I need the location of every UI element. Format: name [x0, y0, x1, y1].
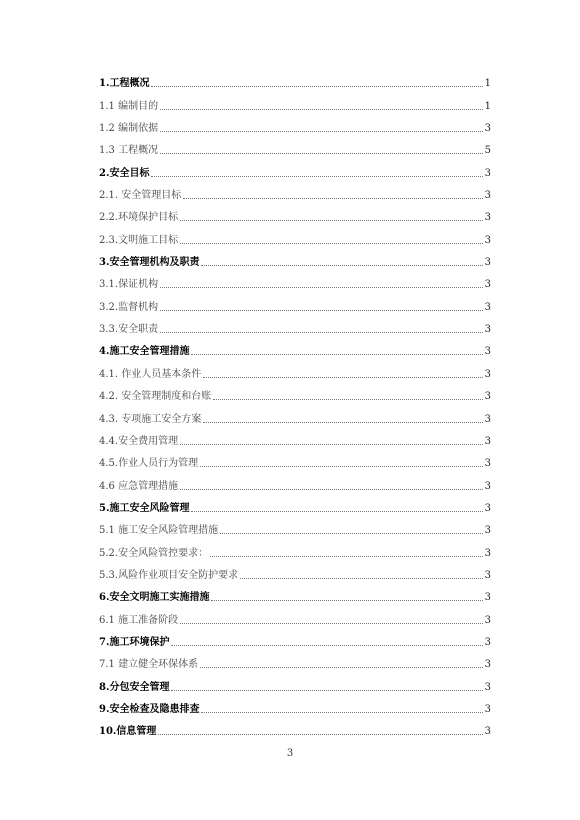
dot-leader — [180, 488, 483, 490]
toc-entry[interactable] — [99, 247, 491, 269]
toc-entry-title: 1.工程概况 — [99, 78, 150, 90]
toc-entry[interactable] — [99, 135, 491, 157]
toc-entry-title: 7.施工环境保护 — [99, 636, 170, 648]
toc-entry-title: 3.安全管理机构及职责 — [99, 257, 200, 269]
dot-leader — [220, 532, 483, 534]
dot-leader — [160, 108, 483, 110]
toc-entry-title: 2.1. 安全管理目标 — [99, 190, 182, 202]
dot-leader — [151, 175, 482, 177]
dot-leader — [160, 309, 483, 311]
dot-leader — [203, 376, 482, 378]
dot-leader — [180, 242, 483, 244]
toc-entry[interactable] — [99, 582, 491, 604]
toc-entry[interactable] — [99, 113, 491, 135]
toc-entry[interactable] — [99, 470, 491, 492]
toc-entry-page: 5 — [484, 145, 491, 157]
toc-entry-title: 6.安全文明施工实施措施 — [99, 592, 210, 604]
toc-entry-title: 7.1 建立健全环保体系 — [99, 659, 199, 671]
toc-entry[interactable] — [99, 336, 491, 358]
dot-leader — [200, 666, 483, 668]
toc-entry-title: 5.2.安全风险管控要求： — [99, 547, 209, 559]
toc-entry-title: 3.2.监督机构 — [99, 301, 159, 313]
toc-entry-page: 3 — [484, 480, 491, 492]
toc-entry-page: 3 — [484, 368, 491, 380]
toc-entry-title: 5.施工安全风险管理 — [99, 502, 190, 514]
toc-entry[interactable] — [99, 291, 491, 313]
toc-entry-title: 2.安全目标 — [99, 167, 150, 179]
toc-entry[interactable] — [99, 403, 491, 425]
toc-entry-page: 3 — [484, 614, 491, 626]
toc-entry-page: 3 — [484, 324, 491, 336]
dot-leader — [203, 421, 482, 423]
dot-leader — [160, 331, 483, 333]
dot-leader — [191, 353, 482, 355]
toc-entry-page: 3 — [484, 413, 491, 425]
toc-entry-page: 3 — [484, 525, 491, 537]
toc-entry[interactable] — [99, 560, 491, 582]
toc-entry-page: 3 — [484, 234, 491, 246]
toc-entry-page: 3 — [484, 569, 491, 581]
toc-entry-title: 4.3. 专项施工安全方案 — [99, 413, 202, 425]
dot-leader — [151, 85, 482, 87]
toc-entry[interactable] — [99, 694, 491, 716]
dot-leader — [213, 398, 482, 400]
toc-entry-page: 3 — [484, 190, 491, 202]
toc-entry-title: 6.1 施工准备阶段 — [99, 614, 179, 626]
toc-entry-title: 4.2. 安全管理制度和台账 — [99, 391, 212, 403]
toc-entry-page: 3 — [484, 547, 491, 559]
dot-leader — [191, 510, 482, 512]
dot-leader — [158, 733, 482, 735]
dot-leader — [160, 152, 483, 154]
toc-entry[interactable] — [99, 716, 491, 738]
toc-entry-page: 3 — [484, 681, 491, 693]
toc-entry-title: 1.1 编制目的 — [99, 100, 159, 112]
toc-entry-page: 3 — [484, 703, 491, 715]
dot-leader — [200, 465, 483, 467]
toc-entry-title: 8.分包安全管理 — [99, 681, 170, 693]
toc-entry-page: 3 — [484, 435, 491, 447]
dot-leader — [180, 443, 483, 445]
toc-entry-page: 3 — [484, 502, 491, 514]
toc-entry-page: 3 — [484, 592, 491, 604]
toc-entry-title: 1.2 编制依据 — [99, 123, 159, 135]
toc-entry-title: 4.4.安全费用管理 — [99, 435, 179, 447]
toc-entry[interactable] — [99, 269, 491, 291]
dot-leader — [180, 622, 483, 624]
toc-entry-page: 3 — [484, 123, 491, 135]
dot-leader — [183, 197, 482, 199]
toc-entry[interactable] — [99, 157, 491, 179]
dot-leader — [211, 599, 482, 601]
dot-leader — [201, 711, 482, 713]
toc-entry[interactable] — [99, 68, 491, 90]
page-number: 3 — [286, 748, 294, 759]
toc-entry-title: 5.1 施工安全风险管理措施 — [99, 525, 219, 537]
toc-entry[interactable] — [99, 537, 491, 559]
toc-entry-page: 3 — [484, 167, 491, 179]
toc-entry-page: 1 — [484, 100, 491, 112]
toc-entry[interactable] — [99, 671, 491, 693]
toc-entry-page: 1 — [484, 78, 491, 90]
toc-entry-page: 3 — [484, 301, 491, 313]
toc-entry-title: 9.安全检查及隐患排查 — [99, 703, 200, 715]
toc-entry[interactable] — [99, 426, 491, 448]
toc-entry-title: 4.施工安全管理措施 — [99, 346, 190, 358]
toc-entry-title: 10.信息管理 — [99, 726, 157, 738]
table-of-contents — [99, 68, 491, 738]
toc-entry-page: 3 — [484, 346, 491, 358]
toc-entry[interactable] — [99, 90, 491, 112]
toc-entry-title: 4.6 应急管理措施 — [99, 480, 179, 492]
toc-entry-title: 4.1. 作业人员基本条件 — [99, 368, 202, 380]
toc-entry-page: 3 — [484, 636, 491, 648]
toc-entry-page: 3 — [484, 659, 491, 671]
toc-entry-title: 5.3.风险作业项目安全防护要求 — [99, 569, 239, 581]
toc-entry[interactable] — [99, 358, 491, 380]
toc-entry-page: 3 — [484, 257, 491, 269]
dot-leader — [160, 130, 483, 132]
toc-entry[interactable] — [99, 314, 491, 336]
dot-leader — [171, 644, 482, 646]
dot-leader — [201, 264, 482, 266]
toc-entry-page: 3 — [484, 279, 491, 291]
toc-entry[interactable] — [99, 202, 491, 224]
dot-leader — [180, 219, 483, 221]
toc-entry[interactable] — [99, 627, 491, 649]
toc-entry[interactable] — [99, 515, 491, 537]
toc-entry-page: 3 — [484, 726, 491, 738]
toc-entry[interactable] — [99, 493, 491, 515]
dot-leader — [171, 689, 482, 691]
toc-entry-title: 3.3.安全职责 — [99, 324, 159, 336]
toc-entry[interactable] — [99, 448, 491, 470]
dot-leader — [210, 555, 483, 557]
dot-leader — [240, 577, 483, 579]
toc-entry-title: 4.5.作业人员行为管理 — [99, 458, 199, 470]
toc-entry[interactable] — [99, 649, 491, 671]
toc-entry-page: 3 — [484, 212, 491, 224]
dot-leader — [160, 286, 483, 288]
toc-entry-page: 3 — [484, 391, 491, 403]
toc-entry-title: 2.3.文明施工目标 — [99, 234, 179, 246]
toc-entry[interactable] — [99, 224, 491, 246]
toc-entry-title: 1.3 工程概况 — [99, 145, 159, 157]
toc-entry-page: 3 — [484, 458, 491, 470]
toc-entry[interactable] — [99, 381, 491, 403]
toc-entry[interactable] — [99, 604, 491, 626]
toc-entry[interactable] — [99, 180, 491, 202]
toc-entry-title: 2.2.环境保护目标 — [99, 212, 179, 224]
toc-entry-title: 3.1.保证机构 — [99, 279, 159, 291]
